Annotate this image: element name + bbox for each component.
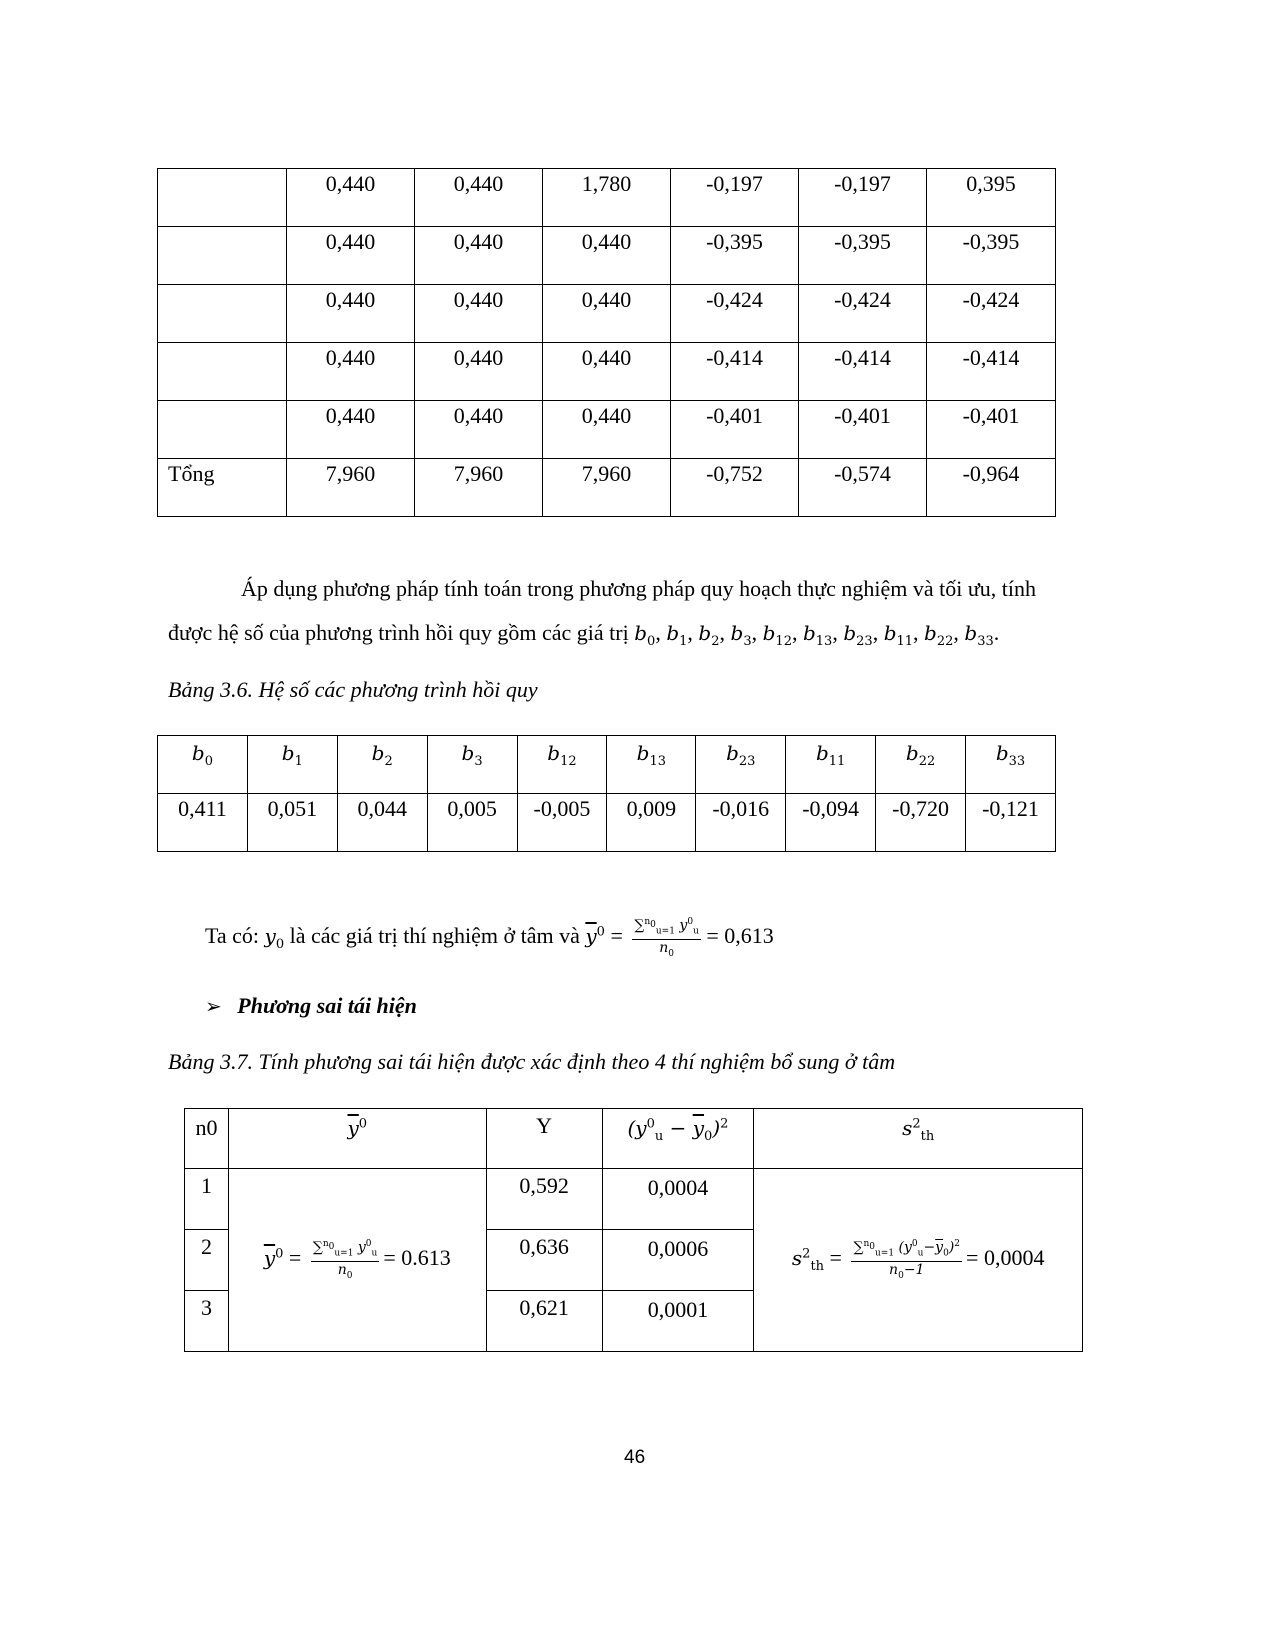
y0-symbol: $y_0$ — [264, 924, 285, 953]
paragraph-line-1: Áp dụng phương pháp tính toán trong phương pháp quy hoạch thực nghiệm và tối ưu, tính — [241, 576, 1037, 601]
table-cell: -0,574 — [799, 459, 927, 517]
table-cell: 0,440 — [543, 285, 671, 343]
ta-co-prefix: Ta có: — [205, 923, 260, 949]
table-cell: -0,414 — [927, 343, 1056, 401]
center-mean-statement: Ta có: $y_0$ là các giá trị thí nghiệm ở tâm và $\overline{y}^0$ = $\frac{\sum^{n_0}_{u=1} y^0_u}{n_0}$ = 0,613 — [205, 914, 774, 962]
ybar0-formula-cell: $\overline{y}^0$ = $\frac{\sum^{n_0}_{u=1} y^0_u}{n_0}$ = 0.613 — [228, 1169, 486, 1352]
table-cell: 0,440 — [415, 227, 543, 285]
coefficient-symbol: $b_{23}$ — [843, 621, 873, 649]
data-table-top — [157, 168, 1056, 517]
table-cell: -0,752 — [671, 459, 799, 517]
section-heading-text: Phương sai tái hiện — [237, 993, 417, 1018]
table-cell: -0,197 — [799, 169, 927, 227]
row-label — [158, 343, 287, 401]
table-cell: 7,960 — [287, 459, 415, 517]
top-table-row — [158, 285, 1056, 343]
coefficient-symbol: $b_{13}$ — [802, 621, 833, 649]
coefficient-header: $b_{12}$ — [517, 736, 607, 794]
table-cell: 0,440 — [543, 401, 671, 459]
top-table-row — [158, 169, 1056, 227]
table-cell: 0,440 — [415, 285, 543, 343]
coefficient-value: -0,720 — [876, 794, 966, 852]
s2-formula-cell: $s^2_{th}$ = $\frac{\sum^{n_0}_{u=1} (y^0_u-\overline{y}_0)^2}{n_0-1}$ = 0,0004 — [754, 1169, 1083, 1352]
coefficient-symbol: $b_3$ — [730, 621, 752, 649]
row-n: 1 — [185, 1169, 229, 1230]
row-n: 2 — [185, 1230, 229, 1291]
table-cell: -0,414 — [799, 343, 927, 401]
coefficient-header: $b_1$ — [247, 736, 337, 794]
header-y: Y — [486, 1109, 602, 1169]
row-n: 3 — [185, 1291, 229, 1352]
row-deviation: 0,0004 — [602, 1169, 754, 1230]
coefficient-header: $b_{33}$ — [966, 736, 1056, 794]
row-deviation: 0,0006 — [602, 1230, 754, 1291]
ta-co-middle: là các giá trị thí nghiệm ở tâm và — [289, 923, 580, 949]
coefficient-header: $b_{23}$ — [696, 736, 786, 794]
table-cell: 0,440 — [415, 401, 543, 459]
table-cell: 7,960 — [415, 459, 543, 517]
coefficient-header: $b_{13}$ — [607, 736, 696, 794]
table-cell: 0,440 — [543, 227, 671, 285]
table-cell: 0,440 — [415, 169, 543, 227]
section-heading — [205, 993, 417, 1019]
coefficient-symbol: $b_{22}$ — [924, 621, 954, 649]
paragraph-line-2-text: được hệ số của phương trình hồi quy gồm các giá trị — [168, 620, 629, 645]
coefficient-value: 0,051 — [247, 794, 337, 852]
coefficient-symbol: $b_0$ — [634, 621, 656, 649]
coefficient-header: $b_0$ — [158, 736, 248, 794]
coefficient-value: 0,005 — [427, 794, 517, 852]
table-cell: -0,401 — [671, 401, 799, 459]
header-ybar0: $\overline{y}^0$ — [228, 1109, 486, 1169]
coefficient-value: -0,094 — [786, 794, 876, 852]
caption-table-3-6: Bảng 3.6. Hệ số các phương trình hồi quy — [168, 677, 538, 702]
coefficient-value: 0,009 — [607, 794, 696, 852]
table-cell: 0,440 — [287, 343, 415, 401]
coefficient-value: 0,411 — [158, 794, 248, 852]
row-deviation: 0,0001 — [602, 1291, 754, 1352]
row-y: 0,592 — [486, 1169, 602, 1230]
table-cell: 0,440 — [415, 343, 543, 401]
top-table-row — [158, 227, 1056, 285]
top-table-row — [158, 459, 1056, 517]
header-s2-th: $s^2_{th}$ — [754, 1109, 1083, 1169]
row-y: 0,621 — [486, 1291, 602, 1352]
table-cell: -0,395 — [799, 227, 927, 285]
table-cell: 0,440 — [543, 343, 671, 401]
table-cell: 0,440 — [287, 401, 415, 459]
coefficient-header: $b_3$ — [427, 736, 517, 794]
ta-co-result: = 0,613 — [706, 923, 774, 949]
table-cell: -0,964 — [927, 459, 1056, 517]
caption-table-3-7: Bảng 3.7. Tính phương sai tái hiện được xác định theo 4 thí nghiệm bổ sung ở tâm — [168, 1049, 896, 1074]
mean-fraction: $\frac{\sum^{n_0}_{u=1} y^0_u}{n_0}$ — [632, 914, 701, 962]
coefficient-value: -0,016 — [696, 794, 786, 852]
variance-table — [184, 1108, 1083, 1352]
table-cell: 0,440 — [287, 169, 415, 227]
row-y: 0,636 — [486, 1230, 602, 1291]
row-label — [158, 285, 287, 343]
coefficient-symbol: $b_{33}$ — [964, 621, 994, 649]
table-cell: 1,780 — [543, 169, 671, 227]
top-table-row — [158, 401, 1056, 459]
table-cell: -0,197 — [671, 169, 799, 227]
bullet-arrow-icon: ➢ — [205, 994, 222, 1018]
table-cell: -0,424 — [671, 285, 799, 343]
row-label: Tổng — [158, 459, 287, 517]
table-cell: 0,395 — [927, 169, 1056, 227]
table-cell: -0,414 — [671, 343, 799, 401]
table-cell: 7,960 — [543, 459, 671, 517]
ybar0-result: = 0.613 — [383, 1245, 451, 1271]
coefficient-value: -0,005 — [517, 794, 607, 852]
s2-result: = 0,0004 — [966, 1245, 1045, 1271]
table-cell: -0,401 — [799, 401, 927, 459]
table-cell: -0,401 — [927, 401, 1056, 459]
top-table-row — [158, 343, 1056, 401]
table-cell: -0,424 — [799, 285, 927, 343]
coefficient-value: 0,044 — [337, 794, 427, 852]
header-n0: n0 — [185, 1109, 229, 1169]
table-cell: 0,440 — [287, 227, 415, 285]
coefficient-header: $b_2$ — [337, 736, 427, 794]
header-squared-deviation: $(y^0_u - \overline{y}_0)^2$ — [602, 1109, 754, 1169]
ybar0-symbol: $\overline{y}^0$ — [585, 924, 605, 949]
coefficient-symbol: $b_{11}$ — [883, 621, 914, 649]
table-cell: -0,395 — [671, 227, 799, 285]
table-cell: 0,440 — [287, 285, 415, 343]
coefficient-value: -0,121 — [966, 794, 1056, 852]
paragraph-line-2 — [168, 620, 999, 649]
row-label — [158, 401, 287, 459]
coefficient-symbol: $b_2$ — [698, 621, 720, 649]
row-label — [158, 169, 287, 227]
coefficient-header: $b_{22}$ — [876, 736, 966, 794]
coefficient-list: $b_0$, $b_1$, $b_2$, $b_3$, $b_{12}$, $b_{13}$, $b_{23}$, $b_{11}$, $b_{22}$, $b_{33}$. — [634, 620, 1000, 649]
row-label — [158, 227, 287, 285]
page-number: 46 — [624, 1447, 646, 1468]
coefficients-table — [157, 735, 1056, 852]
coefficient-symbol: $b_1$ — [666, 621, 688, 649]
table-cell: -0,424 — [927, 285, 1056, 343]
coefficient-symbol: $b_{12}$ — [762, 621, 792, 649]
table-cell: -0,395 — [927, 227, 1056, 285]
coefficient-header: $b_{11}$ — [786, 736, 876, 794]
